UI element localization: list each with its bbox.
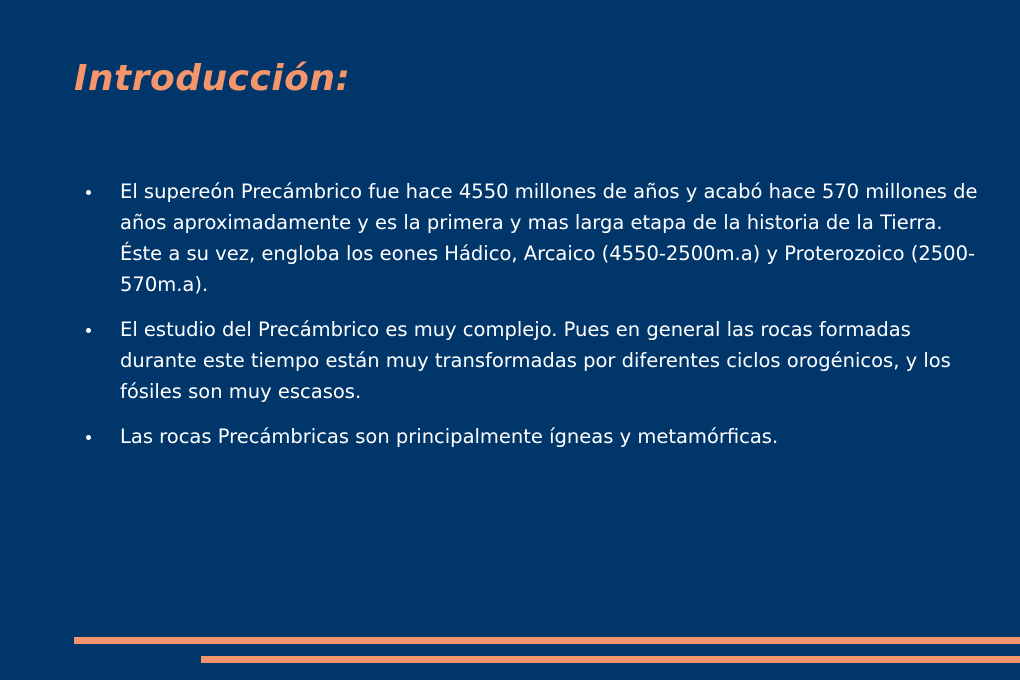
bullet-text: El estudio del Precámbrico es muy complejo. Pues en general las rocas formadas durante este tiempo están muy transformadas por diferentes ciclos orogénicos, y los fósiles son muy escasos. <box>120 318 951 403</box>
bullet-item <box>86 176 986 300</box>
bullet-icon <box>86 190 91 195</box>
bullet-item <box>86 314 986 407</box>
bullet-item <box>86 421 986 452</box>
decorative-rule-bottom <box>201 656 1020 663</box>
slide-title: Introducción: <box>74 58 351 99</box>
bullet-text: El supereón Precámbrico fue hace 4550 millones de años y acabó hace 570 millones de años aproximadamente y es la primera y mas larga etapa de la historia de la Tierra. Éste a su vez, engloba los eones Hádico, Arcaico (4550-2500m.a) y Proterozoico (2500-570m.a). <box>120 180 978 296</box>
bullet-list <box>86 176 986 466</box>
bullet-icon <box>86 435 91 440</box>
bullet-icon <box>86 328 91 333</box>
bullet-text: Las rocas Precámbricas son principalmente ígneas y metamórficas. <box>120 425 779 448</box>
decorative-rule-top <box>74 637 1020 644</box>
